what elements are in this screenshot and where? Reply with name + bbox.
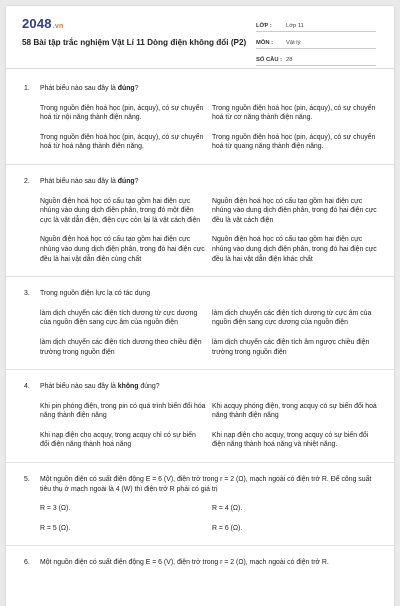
meta-value: Lớp 11 (286, 23, 304, 29)
divider (6, 462, 394, 463)
question-number: 4. (24, 383, 30, 391)
question-text: Trong nguồn điện lực lạ có tác dụng (40, 290, 151, 298)
answer-option[interactable]: R = 6 (Ω). (212, 524, 243, 532)
question-number: 3. (24, 290, 30, 298)
answer-option[interactable]: Trong nguồn điện hoá học (pin, ácquy), có sự chuyển hoá từ nội năng thành điện năng. (40, 104, 204, 122)
question-list (6, 84, 394, 578)
document-page (6, 6, 394, 606)
answer-option[interactable]: Trong nguồn điện hoá học (pin, ácquy), có sự chuyển hoá từ quang năng thành điện năng. (212, 133, 376, 151)
document-title: 58 Bài tập trắc nghiệm Vật Lí 11 Dòng điện không đổi (P2) (22, 38, 247, 47)
question (6, 382, 394, 450)
answer-option[interactable]: làm dịch chuyển các điện tích âm ngược chiều điện trường trong nguồn điện (212, 338, 370, 356)
answer-option[interactable]: Nguồn điện hoá học có cấu tạo gồm hai điện cực nhúng vào dung dịch điện phân, trong đó hai điện cực đều là hai vật dẫn điện khác chất (212, 236, 377, 263)
answer-option[interactable]: R = 5 (Ω). (40, 524, 71, 532)
answer-option[interactable]: Nguồn điện hoá học có cấu tạo gồm hai điện cực nhúng vào dung dịch điện phân, trong đó một điện cực là vật dẫn điện, điện cực còn lại là vật cách điện (40, 197, 201, 224)
question (6, 177, 394, 264)
answer-option[interactable]: Khi acquy phóng điện, trong acquy có sự biến đổi hoá năng thành điện năng (212, 402, 377, 420)
divider (6, 545, 394, 546)
question-number: 2. (24, 177, 30, 185)
question-text: Một nguồn điện có suất điện động E = 6 (V), điện trở trong r = 2 (Ω), mạch ngoài có điện trở R. Để công suất tiêu thụ ở mạch ngoài là 4 (W) thì điện trở R phải có giá trị (40, 476, 372, 493)
answer-option[interactable]: Trong nguồn điện hoá học (pin, ácquy), có sự chuyển hoá từ cơ năng thành điện năng. (212, 104, 376, 122)
answer-option[interactable]: làm dịch chuyển các điện tích dương từ cực dương của nguồn điện sang cực âm của nguồn điện (40, 309, 198, 327)
answer-option[interactable]: Nguồn điện hoá học có cấu tạo gồm hai điện cực nhúng vào dung dịch điện phân, trong đó hai điện cực đều là vật cách điện (212, 197, 377, 224)
answer-option[interactable]: R = 4 (Ω). (212, 505, 243, 513)
meta-label: LỚP : (256, 23, 272, 29)
answer-option[interactable]: R = 3 (Ω). (40, 505, 71, 513)
meta-label: MÔN : (256, 40, 274, 46)
question-text: Phát biểu nào sau đây là đúng? (40, 177, 139, 185)
answer-option[interactable]: Khi nạp điện cho acquy, trong acquy chỉ có sự biến đổi điện năng thành hoá năng (40, 431, 196, 449)
question-number: 5. (24, 476, 30, 484)
meta-class-row (256, 16, 376, 32)
question (6, 558, 394, 568)
meta-count-row (256, 50, 376, 66)
meta-label: SỐ CÂU : (256, 57, 283, 63)
question-text: Phát biểu nào sau đây là đúng? (40, 85, 139, 92)
divider (6, 369, 394, 370)
question-text: Phát biểu nào sau đây là không đúng? (40, 383, 160, 391)
document-header (6, 6, 394, 69)
question (6, 84, 394, 152)
answer-option[interactable]: Khi pin phóng điện, trong pin có quá trình biến đổi hóa năng thành điện năng (40, 402, 206, 420)
answer-option[interactable]: làm dịch chuyển các điện tích dương từ cực âm của nguồn điện sang cực dương của nguồn điện (212, 309, 372, 327)
question (6, 289, 394, 357)
site-logo[interactable] (22, 16, 63, 31)
question (6, 475, 394, 533)
answer-option[interactable]: Trong nguồn điện hoá học (pin, ácquy), có sự chuyển hoá từ hoá năng thành điên năng. (40, 133, 204, 151)
question-number: 1. (24, 85, 30, 92)
divider (6, 164, 394, 165)
meta-value: Vật lý (286, 40, 301, 46)
answer-option[interactable]: Nguồn điện hoá học có cấu tạo gồm hai điện cực nhúng vào dung dịch điện phân, trong đó hai điện cực đều là hai vật dẫn điện cùng chất (40, 236, 205, 263)
meta-subject-row (256, 33, 376, 49)
answer-option[interactable]: làm dịch chuyển các điện tích dương theo chiều điện trường trong nguồn điện (40, 338, 202, 356)
logo-suffix: .vn (52, 23, 64, 30)
answer-option[interactable]: Khi nạp điện cho acquy, trong acquy có sự biến đổi điện năng thành hoá năng và nhiệt năng. (212, 431, 369, 449)
question-text: Một nguồn điện có suất điện động E = 6 (V), điện trở trong r = 2 (Ω), mạch ngoài có điện trở R. (40, 559, 329, 567)
logo-main: 2048 (22, 16, 52, 31)
meta-value: 28 (286, 57, 293, 63)
question-number: 6. (24, 559, 30, 567)
document-meta (256, 16, 376, 67)
divider (6, 276, 394, 277)
